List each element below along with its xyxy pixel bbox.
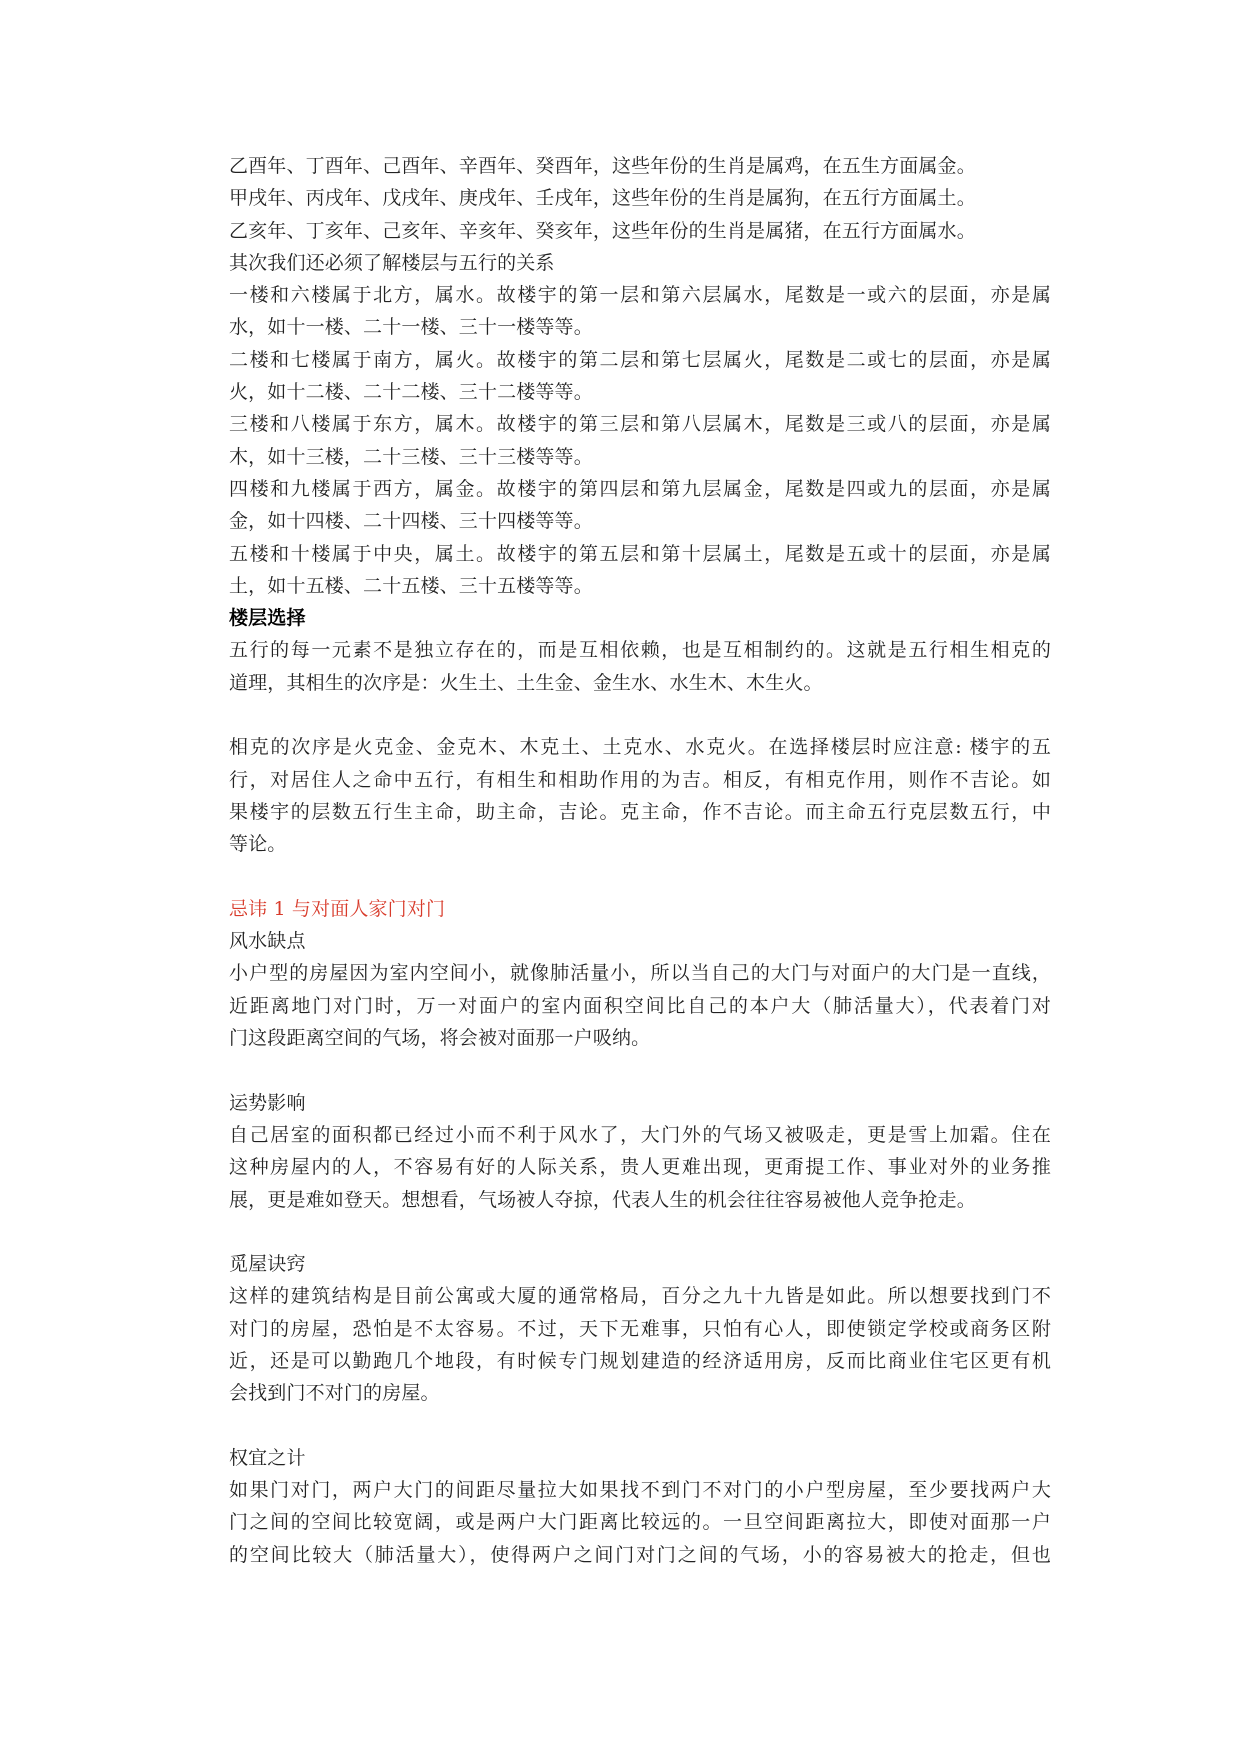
text-line: 其次我们还必须了解楼层与五行的关系: [229, 251, 555, 274]
text-line: 觅屋诀窍: [229, 1253, 306, 1276]
blank-line: [229, 1216, 1051, 1248]
text-line: 三楼和八楼属于东方，属木。故楼宇的第三层和第八层属木，尾数是三或八的层面，亦是属: [229, 413, 1051, 436]
text-line: 运势影响: [229, 1091, 306, 1114]
text-line: 金，如十四楼、二十四楼、三十四楼等等。: [229, 510, 593, 533]
text-line: 水，如十一楼、二十一楼、三十一楼等等。: [229, 316, 593, 339]
text-line: 近距离地门对门时，万一对面户的室内面积空间比自己的本户大（肺活量大），代表着门对: [229, 994, 1051, 1017]
text-line: 木，如十三楼，二十三楼、三十三楼等等。: [229, 445, 593, 468]
text-line: 火，如十二楼、二十二楼、三十二楼等等。: [229, 381, 593, 404]
text-line: 行，对居住人之命中五行，有相生和相助作用的为吉。相反，有相克作用，则作不吉论。如: [229, 768, 1051, 791]
text-line: 权宜之计: [229, 1446, 306, 1469]
text-line: 对门的房屋，恐怕是不太容易。不过，天下无难事，只怕有心人，即使锁定学校或商务区附: [229, 1317, 1051, 1340]
text-line: 二楼和七楼属于南方，属火。故楼宇的第二层和第七层属火，尾数是二或七的层面，亦是属: [229, 348, 1051, 371]
document-body: [229, 150, 1051, 1571]
text-line: 等论。: [229, 833, 287, 856]
text-line: 五楼和十楼属于中央，属土。故楼宇的第五层和第十层属土，尾数是五或十的层面，亦是属: [229, 542, 1051, 565]
text-line: 相克的次序是火克金、金克木、木克土、土克水、水克火。在选择楼层时应注意: 楼宇的五: [229, 736, 1051, 759]
blank-line: [229, 1410, 1051, 1442]
text-line: 四楼和九楼属于西方，属金。故楼宇的第四层和第九层属金，尾数是四或九的层面，亦是属: [229, 477, 1051, 500]
text-line: 自己居室的面积都已经过小而不利于风水了，大门外的气场又被吸走，更是雪上加霜。住在: [229, 1123, 1051, 1146]
text-line: 的空间比较大（肺活量大），使得两户之间门对门之间的气场，小的容易被大的抢走，但也: [229, 1543, 1051, 1566]
text-line: 门之间的空间比较宽阔，或是两户大门距离比较远的。一旦空间距离拉大，即使对面那一户: [229, 1511, 1051, 1534]
text-line: 五行的每一元素不是独立存在的，而是互相依赖，也是互相制约的。这就是五行相生相克的: [229, 639, 1051, 662]
text-line: 果楼宇的层数五行生主命，助主命，吉论。克主命，作不吉论。而主命五行克层数五行，中: [229, 800, 1051, 823]
text-line: 门这段距离空间的气场，将会被对面那一户吸纳。: [229, 1027, 651, 1050]
text-line: 这种房屋内的人，不容易有好的人际关系，贵人更难出现，更甭提工作、事业对外的业务推: [229, 1156, 1051, 1179]
text-line: 土，如十五楼、二十五楼、三十五楼等等。: [229, 574, 593, 597]
text-line: 甲戌年、丙戌年、戊戌年、庚戌年、壬戌年，这些年份的生肖是属狗，在五行方面属土。: [229, 187, 976, 210]
blank-line: [229, 699, 1051, 731]
taboo-heading: 忌讳 1 与对面人家门对门: [229, 897, 446, 920]
blank-line: [229, 861, 1051, 893]
text-line: 这样的建筑结构是目前公寓或大厦的通常格局，百分之九十九皆是如此。所以想要找到门不: [229, 1285, 1051, 1308]
text-line: 风水缺点: [229, 930, 306, 953]
text-line: 会找到门不对门的房屋。: [229, 1382, 440, 1405]
text-line: 乙酉年、丁酉年、己酉年、辛酉年、癸酉年，这些年份的生肖是属鸡，在五生方面属金。: [229, 155, 976, 177]
text-line: 展，更是难如登天。想想看，气场被人夺掠，代表人生的机会往往容易被他人竞争抢走。: [229, 1188, 976, 1211]
text-line: 乙亥年、丁亥年、己亥年、辛亥年、癸亥年，这些年份的生肖是属猪，在五行方面属水。: [229, 219, 976, 242]
text-line: 道理，其相生的次序是：火生土、土生金、金生水、水生木、木生火。: [229, 671, 823, 694]
text-line: 小户型的房屋因为室内空间小，就像肺活量小，所以当自己的大门与对面户的大门是一直线，: [229, 962, 1051, 985]
text-line: 近，还是可以勤跑几个地段，有时候专门规划建造的经济适用房，反而比商业住宅区更有机: [229, 1349, 1051, 1372]
text-line: 如果门对门，两户大门的间距尽量拉大如果找不到门不对门的小户型房屋，至少要找两户大: [229, 1479, 1051, 1502]
text-line: 一楼和六楼属于北方，属水。故楼宇的第一层和第六层属水，尾数是一或六的层面，亦是属: [229, 284, 1051, 307]
section-heading: 楼层选择: [229, 607, 306, 630]
blank-line: [229, 1054, 1051, 1086]
